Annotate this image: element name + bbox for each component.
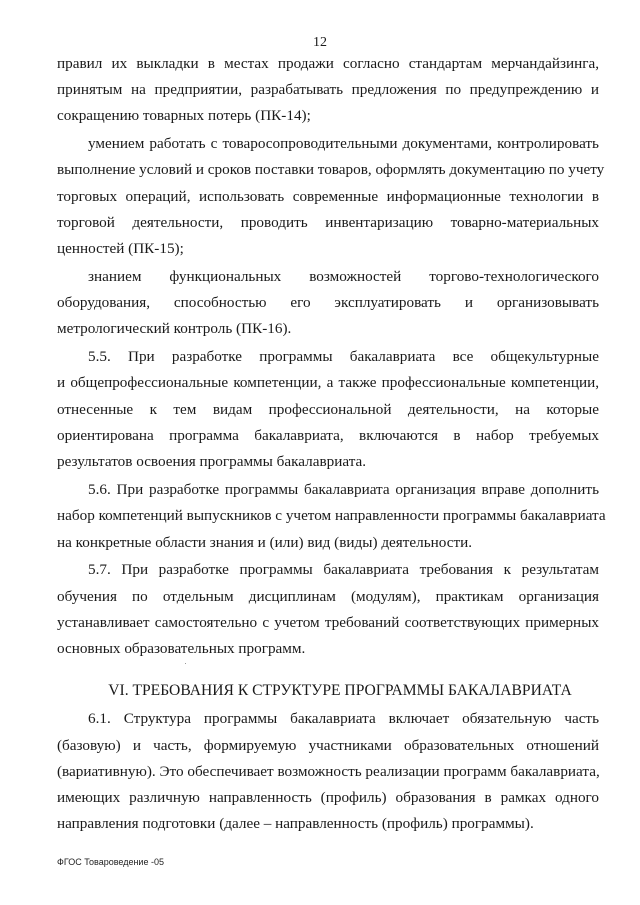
- text-line: устанавливает самостоятельно с учетом требований соответствующих примерных: [57, 614, 599, 631]
- text-line: оборудования, способностью его эксплуатировать и организовывать: [57, 294, 599, 311]
- text-line: (вариативную). Это обеспечивает возможность реализации программ бакалавриата,: [57, 763, 600, 780]
- text-line: ориентирована программа бакалавриата, включаются в набор требуемых: [57, 427, 599, 444]
- text-line: имеющих различную направленность (профиль) образования в рамках одного: [57, 789, 599, 806]
- text-line: выполнение условий и сроков поставки товаров, оформлять документацию по учету: [57, 161, 605, 178]
- scan-speck: [185, 663, 186, 664]
- text-line: правил их выкладки в местах продажи согласно стандартам мерчандайзинга,: [57, 55, 599, 72]
- text-line: сокращению товарных потерь (ПК-14);: [57, 107, 311, 124]
- text-line: отнесенные к тем видам профессиональной деятельности, на которые: [57, 401, 599, 418]
- text-line: знанием функциональных возможностей торгово-технологического: [88, 268, 599, 285]
- text-line: торговых операций, использовать современные информационные технологии в: [57, 188, 599, 205]
- page-number: 12: [313, 35, 327, 50]
- text-line: и общепрофессиональные компетенции, а также профессиональные компетенции,: [57, 374, 599, 391]
- footer-label: ФГОС Товароведение -05: [57, 857, 164, 867]
- text-line: на конкретные области знания и (или) вид (виды) деятельности.: [57, 534, 473, 551]
- text-line: 5.5. При разработке программы бакалавриата все общекультурные: [88, 348, 599, 365]
- text-line: 5.7. При разработке программы бакалавриата требования к результатам: [88, 561, 599, 578]
- text-line: умением работать с товаросопроводительными документами, контролировать: [88, 135, 599, 152]
- text-line: 5.6. При разработке программы бакалавриата организация вправе дополнить: [88, 481, 599, 498]
- text-line: метрологический контроль (ПК-16).: [57, 320, 292, 337]
- text-line: основных образовательных программ.: [57, 640, 306, 657]
- section-heading: VI. ТРЕБОВАНИЯ К СТРУКТУРЕ ПРОГРАММЫ БАКАЛАВРИАТА: [108, 682, 572, 699]
- text-line: торговой деятельности, проводить инвентаризацию товарно-материальных: [57, 214, 599, 231]
- text-line: обучения по отдельным дисциплинам (модулям), практикам организация: [57, 588, 599, 605]
- text-line: (базовую) и часть, формируемую участниками образовательных отношений: [57, 737, 599, 754]
- text-line: результатов освоения программы бакалавриата.: [57, 453, 367, 470]
- text-line: 6.1. Структура программы бакалавриата включает обязательную часть: [88, 710, 599, 727]
- text-line: направления подготовки (далее – направленность (профиль) программы).: [57, 815, 534, 832]
- text-line: набор компетенций выпускников с учетом направленности программы бакалавриата: [57, 507, 606, 524]
- text-line: ценностей (ПК-15);: [57, 240, 184, 257]
- text-line: принятым на предприятии, разрабатывать предложения по предупреждению и: [57, 81, 599, 98]
